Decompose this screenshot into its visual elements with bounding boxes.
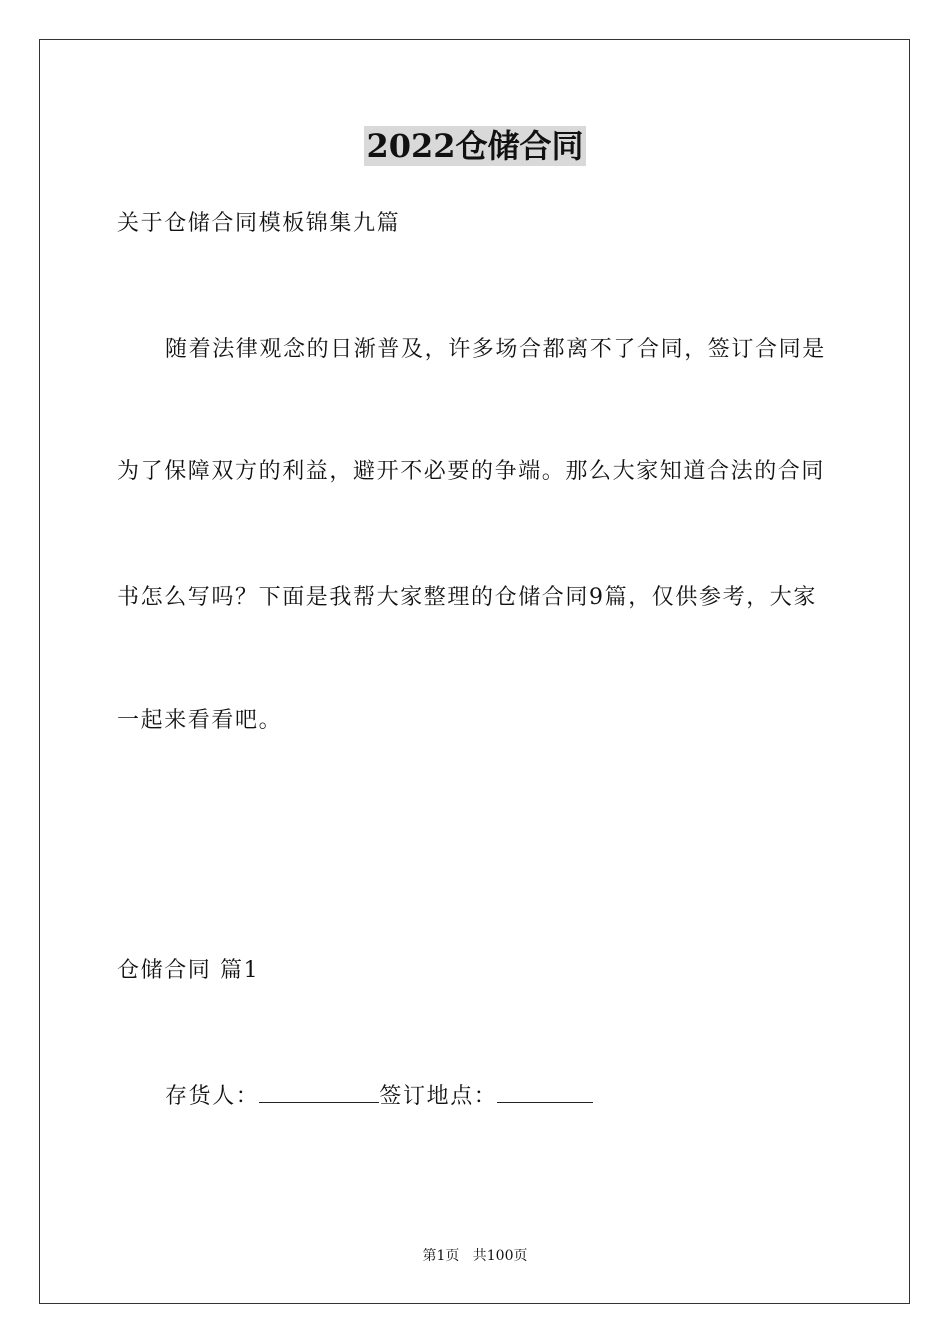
signing-place-label: 签订地点： <box>379 1084 498 1109</box>
page-footer: 第1页 共100页 <box>422 1248 528 1264</box>
depositor-label: 存货人： <box>165 1084 260 1109</box>
intro-line-3: 书怎么写吗？下面是我帮大家整理的仓储合同9篇，仅供参考，大家 <box>117 585 817 610</box>
form-line <box>165 1080 593 1112</box>
signing-place-blank <box>497 1080 593 1103</box>
document-subtitle: 关于仓储合同模板锦集九篇 <box>117 211 401 236</box>
depositor-blank <box>259 1080 379 1103</box>
intro-line-2: 为了保障双方的利益，避开不必要的争端。那么大家知道合法的合同 <box>117 459 826 484</box>
title-container <box>0 126 950 166</box>
intro-line-4: 一起来看看吧。 <box>117 708 283 733</box>
document-title: 2022仓储合同 <box>366 127 584 165</box>
intro-line-1: 随着法律观念的日渐普及，许多场合都离不了合同，签订合同是 <box>165 337 826 362</box>
section-heading: 仓储合同 篇1 <box>117 958 260 983</box>
